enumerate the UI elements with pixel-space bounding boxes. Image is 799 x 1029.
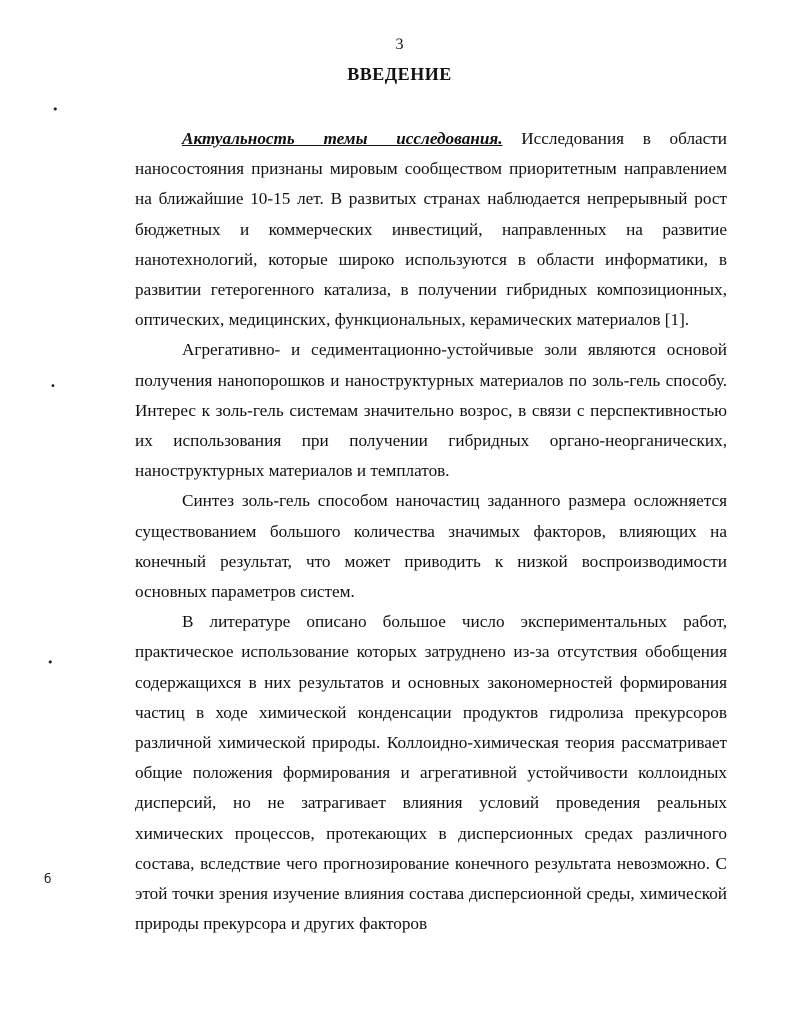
paragraph-literature: В литературе описано большое число экспериментальных работ, практическое использование которых затруднено из-за отсутствия обобщения содержащихся в них результатов и основных закономерностей формирования частиц в ходе химической конденсации продуктов гидролиза прекурсоров различной химической природы. Коллоидно-химическая теория рассматривает общие положения формирования и агрегативной устойчивости коллоидных дисперсий, но не затрагивает влияния условий проведения реальных химических процессов, протекающих в дисперсионных средах различного состава, вследствие чего прогнозирование конечного результата невозможно. С этой точки зрения изучение влияния состава дисперсионной среды, химической природы прекурсора и других факторов — [135, 612, 727, 934]
paragraph-relevance-text: Исследования в области наносостояния признаны мировым сообществом приоритетным направлением на ближайшие 10-15 лет. В развитых странах наблюдается непрерывный рост бюджетных и коммерческих инвестиций, направленных на развитие нанотехнологий, которые широко используются в области информатики, в развитии гетерогенного катализа, в получении гибридных композиционных, оптических, медицинских, функциональных, керамических материалов [1]. — [135, 129, 727, 330]
margin-mark-4: б — [44, 872, 52, 886]
paragraph-relevance — [135, 124, 727, 335]
document-body — [135, 124, 727, 939]
margin-mark-1: • — [52, 103, 59, 116]
paragraph-sols: Агрегативно- и седиментационно-устойчивые золи являются основой получения нанопорошков и наноструктурных материалов по золь-гель способу. Интерес к золь-гель системам значительно возрос, в связи с перспективностью их использования при получении гибридных органо-неорганических, наноструктурных материалов и темплатов. — [135, 340, 727, 481]
paragraph-synthesis: Синтез золь-гель способом наночастиц заданного размера осложняется существованием большого количества значимых факторов, влияющих на конечный результат, что может приводить к низкой воспроизводимости основных параметров систем. — [135, 491, 727, 602]
page-number: 3 — [395, 36, 404, 53]
page-title: ВВЕДЕНИЕ — [347, 64, 452, 84]
margin-mark-3: • — [47, 656, 54, 669]
margin-mark-2: • — [50, 381, 56, 392]
section-heading-relevance: Актуальность темы исследования. — [182, 129, 503, 148]
